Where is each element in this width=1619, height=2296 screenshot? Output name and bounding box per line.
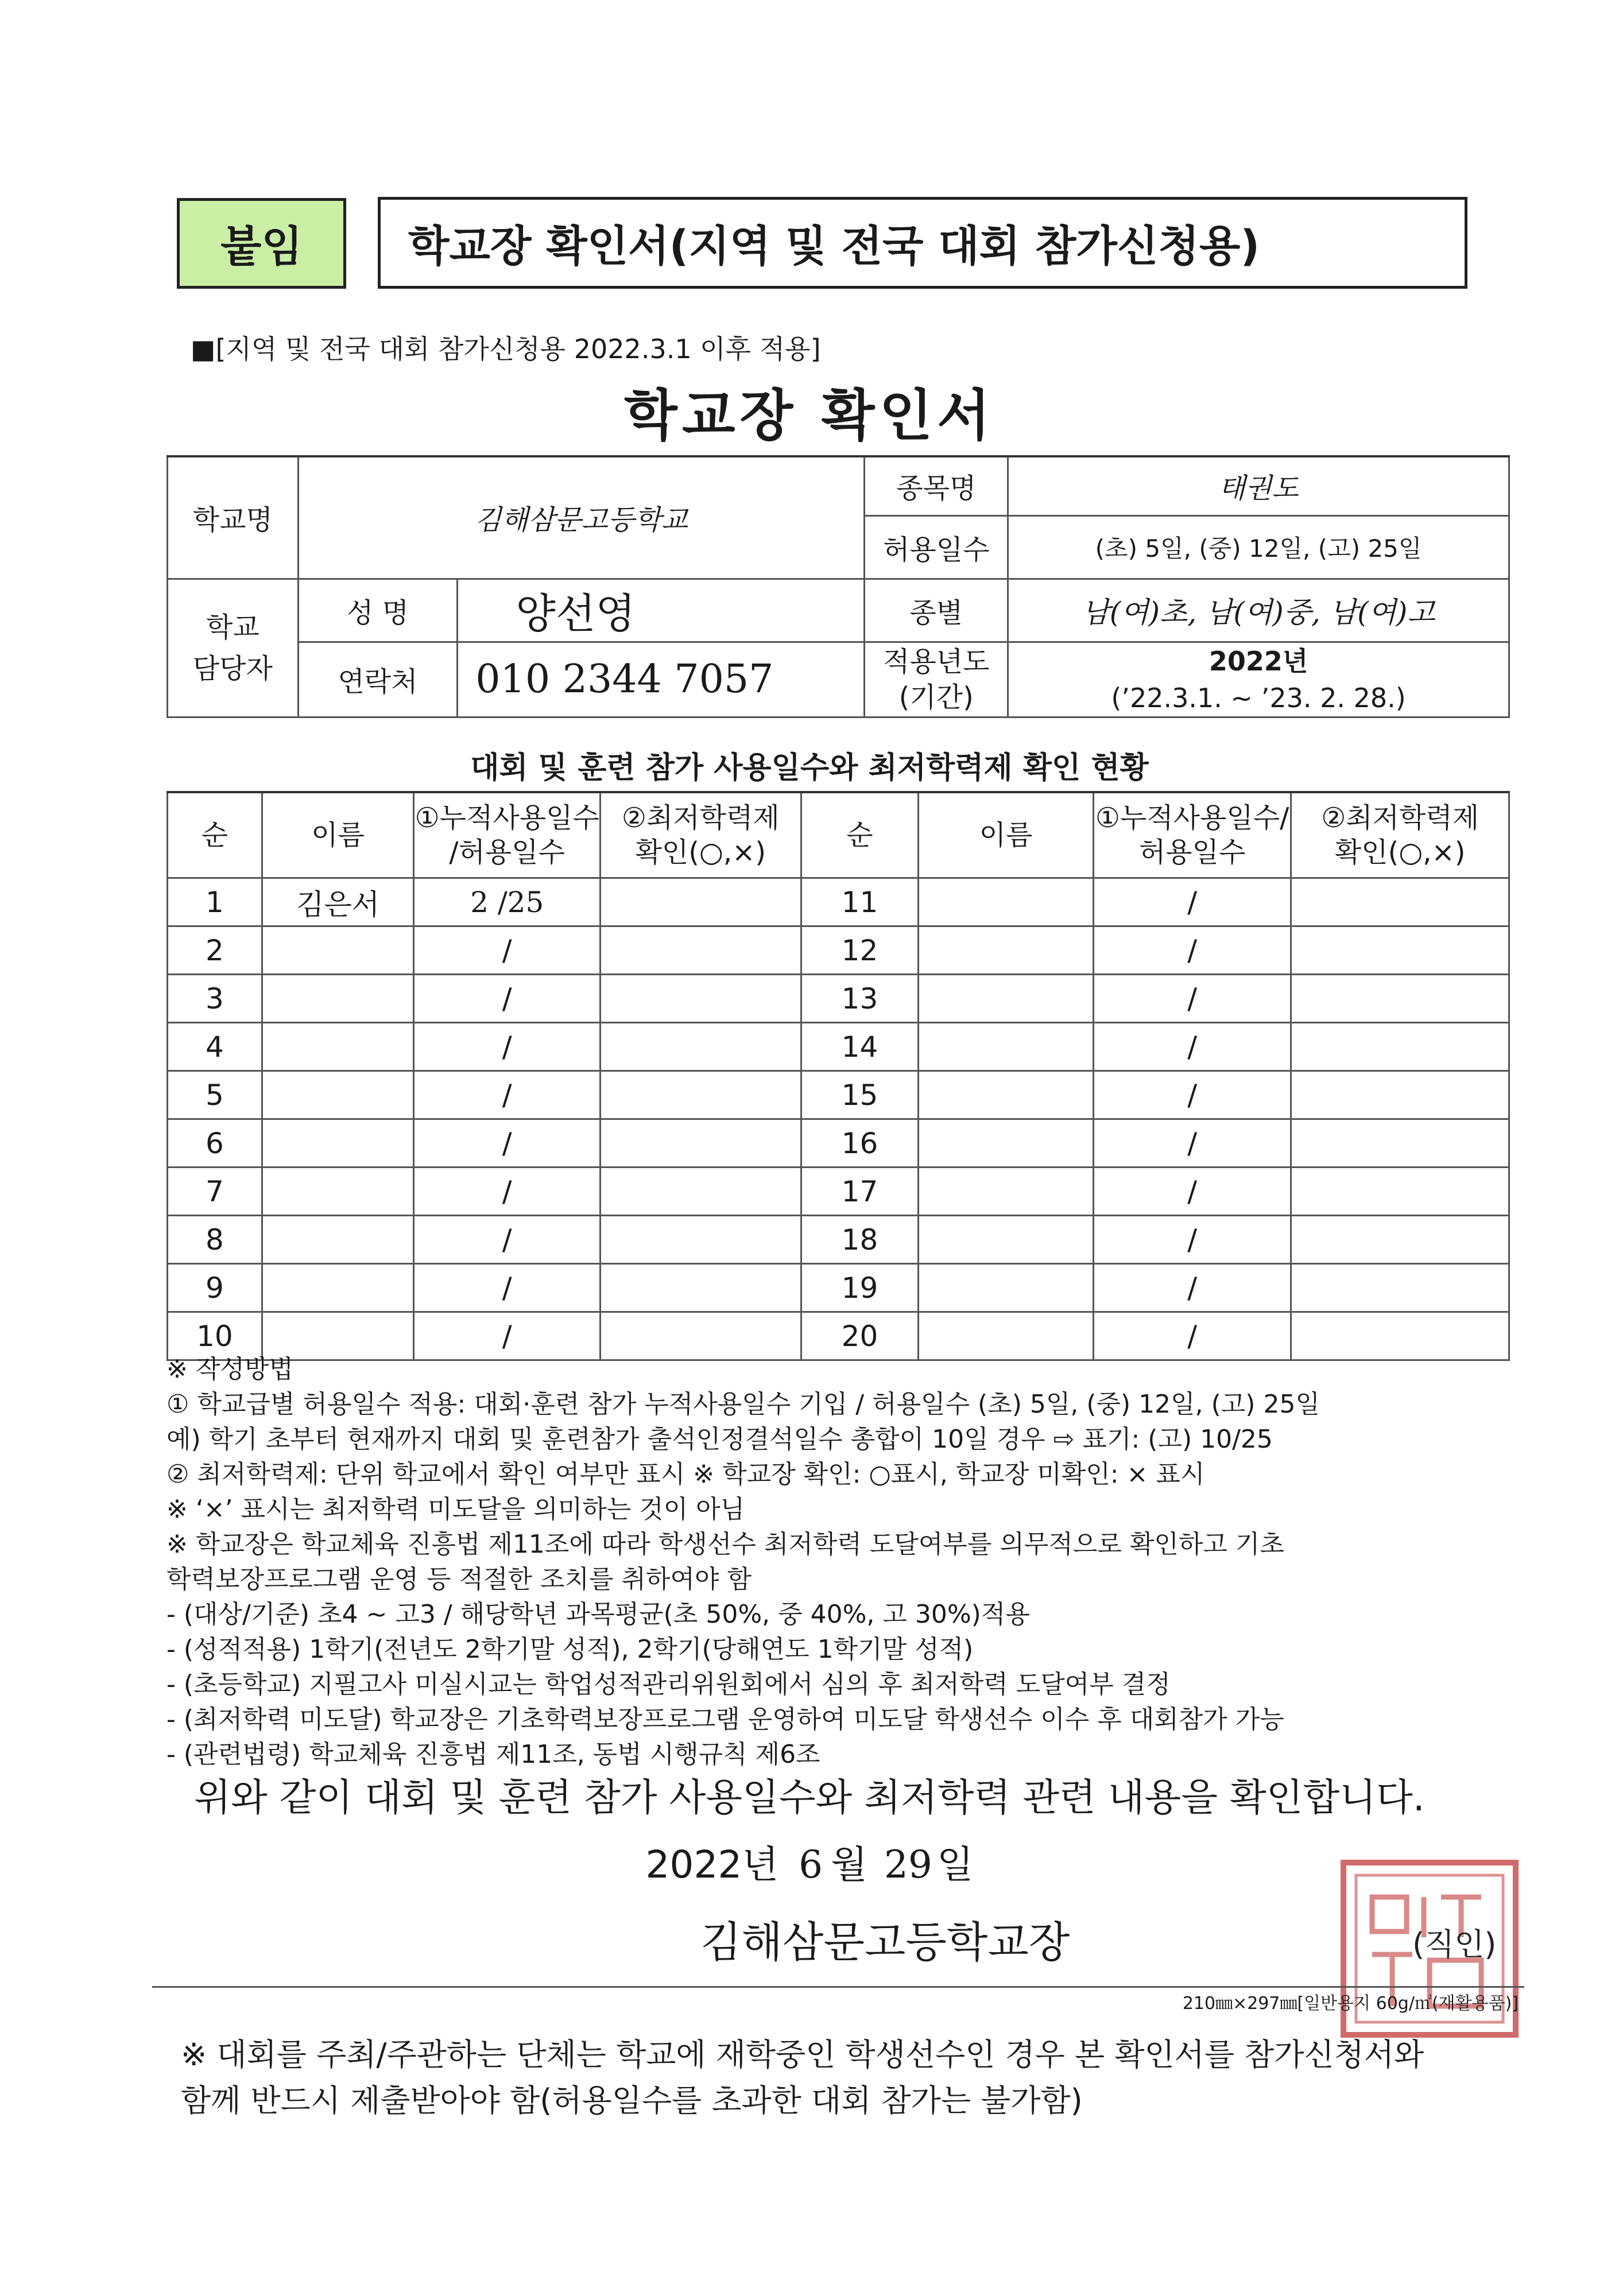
row-name-2 (919, 1119, 1094, 1168)
header-academic-2: ②최저학력제 확인(○,×) (1291, 792, 1509, 878)
row-name-2 (919, 878, 1094, 926)
table-row (168, 926, 1509, 975)
row-academic-2 (1291, 1071, 1509, 1119)
row-number: 8 (168, 1216, 262, 1264)
table-row (168, 975, 1509, 1023)
category-value: 남(여)초, 남(여)중, 남(여)고 (1008, 579, 1509, 642)
info-table (166, 455, 1510, 718)
row-academic-2 (1291, 1264, 1509, 1312)
row-days-2: / (1093, 1071, 1291, 1119)
instruction-line: - (관련법령) 학교체육 진흥법 제11조, 동법 시행규칙 제6조 (166, 1740, 820, 1769)
row-number-2: 13 (801, 975, 919, 1023)
confirmation-statement: 위와 같이 대회 및 훈련 참가 사용일수와 최저학력 관련 내용을 확인합니다. (194, 1775, 1425, 1820)
row-number: 1 (168, 878, 262, 926)
allowed-days-value: (초) 5일, (중) 12일, (고) 25일 (1008, 515, 1509, 579)
table-row (168, 878, 1509, 926)
row-name-2 (919, 1216, 1094, 1264)
row-days: / (414, 1264, 601, 1312)
period-value: (’22.3.1. ~ ’23. 2. 28.) (1111, 682, 1406, 713)
organizer-notice (181, 2032, 1424, 2124)
year-label: 적용년도 (기간) (865, 642, 1008, 718)
table-row (168, 1216, 1509, 1264)
row-days-2: / (1093, 926, 1291, 975)
row-number-2: 17 (801, 1168, 919, 1216)
instruction-line: ※ ‘×’ 표시는 최저학력 미도달을 의미하는 것이 아님 (166, 1495, 745, 1524)
row-name-2 (919, 1071, 1094, 1119)
school-value: 김해삼문고등학교 (298, 456, 865, 579)
row-name (262, 1071, 414, 1119)
date-day: 29 (884, 1843, 932, 1887)
date-day-unit: 일 (936, 1843, 974, 1887)
row-days: / (414, 1023, 601, 1071)
notice-line: ※ 대회를 주최/주관하는 단체는 학교에 재학중인 학생선수인 경우 본 확인서를 참가신청서와 (181, 2037, 1424, 2073)
row-days-2: / (1093, 1264, 1291, 1312)
row-number-2: 12 (801, 926, 919, 975)
header-academic: ②최저학력제 확인(○,×) (600, 792, 801, 878)
applicability-note: ■[지역 및 전국 대회 참가신청용 2022.3.1 이후 적용] (191, 333, 821, 364)
row-days-2: / (1093, 1119, 1291, 1168)
sport-value: 태권도 (1008, 456, 1509, 515)
row-academic-2 (1291, 1023, 1509, 1071)
row-name (262, 1216, 414, 1264)
notice-line: 함께 반드시 제출받아야 함(허용일수를 초과한 대회 참가는 불가함) (181, 2082, 1083, 2119)
header-days-2: ①누적사용일수/ 허용일수 (1093, 792, 1291, 878)
date-year: 2022년 (645, 1843, 779, 1887)
instruction-line: ※ 학교장은 학교체육 진흥법 제11조에 따라 학생선수 최저학력 도달여부를 의무적으로 확인하고 기초 (166, 1530, 1284, 1559)
row-name: 김은서 (262, 878, 414, 926)
row-number-2: 19 (801, 1264, 919, 1312)
header-name-2: 이름 (919, 792, 1094, 878)
manager-label: 학교 담당자 (168, 579, 299, 718)
header-name: 이름 (262, 792, 414, 878)
row-number: 10 (168, 1312, 262, 1360)
header-days: ①누적사용일수 /허용일수 (414, 792, 601, 878)
table-row (168, 1264, 1509, 1312)
instruction-line: - (성적적용) 1학기(전년도 2학기말 성적), 2학기(당해연도 1학기말 성적) (166, 1635, 974, 1664)
row-number-2: 14 (801, 1023, 919, 1071)
row-number: 9 (168, 1264, 262, 1312)
date-month: 6 (799, 1843, 823, 1887)
row-name (262, 1168, 414, 1216)
row-days: / (414, 1071, 601, 1119)
allowed-days-label: 허용일수 (865, 515, 1008, 579)
table-row (168, 1119, 1509, 1168)
row-academic (600, 926, 801, 975)
instructions (166, 1352, 1504, 1772)
row-academic (600, 975, 801, 1023)
header-seq: 순 (168, 792, 262, 878)
header-title: 학교장 확인서(지역 및 전국 대회 참가신청용) (378, 197, 1467, 289)
row-name (262, 975, 414, 1023)
category-label: 종별 (865, 579, 1008, 642)
instruction-line: 예) 학기 초부터 현재까지 대회 및 훈련참가 출석인정결석일수 총합이 10일 경우 ⇨ 표기: (고) 10/25 (166, 1425, 1273, 1454)
row-academic (600, 1264, 801, 1312)
row-academic (600, 1071, 801, 1119)
row-number: 3 (168, 975, 262, 1023)
row-days-2: / (1093, 1312, 1291, 1360)
row-days-2: / (1093, 975, 1291, 1023)
row-days: / (414, 1119, 601, 1168)
row-number: 4 (168, 1023, 262, 1071)
name-label: 성 명 (298, 579, 458, 642)
instruction-line: - (최저학력 미도달) 학교장은 기초학력보장프로그램 운영하여 미도달 학생선수 이수 후 대회참가 가능 (166, 1705, 1284, 1734)
row-name (262, 926, 414, 975)
row-days: 2 /25 (414, 878, 601, 926)
row-academic (600, 1119, 801, 1168)
row-academic-2 (1291, 975, 1509, 1023)
row-academic (600, 1168, 801, 1216)
usage-table (166, 791, 1510, 1361)
manager-name-value: 양선영 (458, 579, 865, 642)
table-row (168, 1023, 1509, 1071)
row-number: 5 (168, 1071, 262, 1119)
school-label: 학교명 (168, 456, 299, 579)
instruction-line: ① 학교급별 허용일수 적용: 대회·훈련 참가 누적사용일수 기입 / 허용일수 (초) 5일, (중) 12일, (고) 25일 (166, 1390, 1320, 1419)
row-academic-2 (1291, 878, 1509, 926)
row-days-2: / (1093, 878, 1291, 926)
paper-spec: 210㎜×297㎜[일반용지 60g/㎡(재활용품)] (1182, 1994, 1519, 2014)
section-title: 대회 및 훈련 참가 사용일수와 최저학력제 확인 현황 (470, 751, 1149, 785)
row-name-2 (919, 926, 1094, 975)
instruction-line: ② 최저학력제: 단위 학교에서 확인 여부만 표시 ※ 학교장 확인: ○표시, 학교장 미확인: × 표시 (166, 1460, 1205, 1489)
instruction-line: 학력보장프로그램 운영 등 적절한 조치를 취하여야 함 (166, 1565, 752, 1594)
contact-value: 010 2344 7057 (458, 642, 865, 718)
row-days: / (414, 1312, 601, 1360)
row-name (262, 1264, 414, 1312)
row-number: 7 (168, 1168, 262, 1216)
row-number: 6 (168, 1119, 262, 1168)
row-days: / (414, 1216, 601, 1264)
row-name-2 (919, 1168, 1094, 1216)
row-academic (600, 1216, 801, 1264)
row-days-2: / (1093, 1168, 1291, 1216)
row-academic-2 (1291, 1119, 1509, 1168)
row-academic (600, 1023, 801, 1071)
row-days-2: / (1093, 1023, 1291, 1071)
row-days: / (414, 975, 601, 1023)
row-number: 2 (168, 926, 262, 975)
footer-divider (152, 1986, 1524, 1988)
header-seq-2: 순 (801, 792, 919, 878)
row-academic (600, 878, 801, 926)
principal-signature: 김해삼문고등학교장 (700, 1918, 1070, 1967)
row-academic-2 (1291, 926, 1509, 975)
row-academic-2 (1291, 1168, 1509, 1216)
row-number-2: 18 (801, 1216, 919, 1264)
row-name-2 (919, 1023, 1094, 1071)
table-row (168, 1071, 1509, 1119)
table-row (168, 1168, 1509, 1216)
instruction-line: - (초등학교) 지필고사 미실시교는 학업성적관리위원회에서 심의 후 최저학력 도달여부 결정 (166, 1670, 1171, 1699)
row-name-2 (919, 975, 1094, 1023)
seal-mark: (직인) (1412, 1926, 1497, 1963)
date-month-unit: 월 (831, 1843, 867, 1887)
sport-label: 종목명 (865, 456, 1008, 515)
instruction-line: ※ 작성방법 (166, 1355, 293, 1384)
row-name-2 (919, 1264, 1094, 1312)
row-academic-2 (1291, 1216, 1509, 1264)
row-name (262, 1023, 414, 1071)
contact-label: 연락처 (298, 642, 458, 718)
attachment-badge: 붙임 (177, 198, 346, 289)
instruction-line: - (대상/기준) 초4 ~ 고3 / 해당학년 과목평균(초 50%, 중 40%, 고 30%)적용 (166, 1600, 1030, 1629)
document-title: 학교장 확인서 (624, 383, 995, 448)
year-value: 2022년 (1209, 645, 1308, 677)
row-days-2: / (1093, 1216, 1291, 1264)
row-number-2: 15 (801, 1071, 919, 1119)
row-number-2: 11 (801, 878, 919, 926)
row-days: / (414, 1168, 601, 1216)
row-number-2: 16 (801, 1119, 919, 1168)
row-days: / (414, 926, 601, 975)
row-name (262, 1119, 414, 1168)
row-number-2: 20 (801, 1312, 919, 1360)
